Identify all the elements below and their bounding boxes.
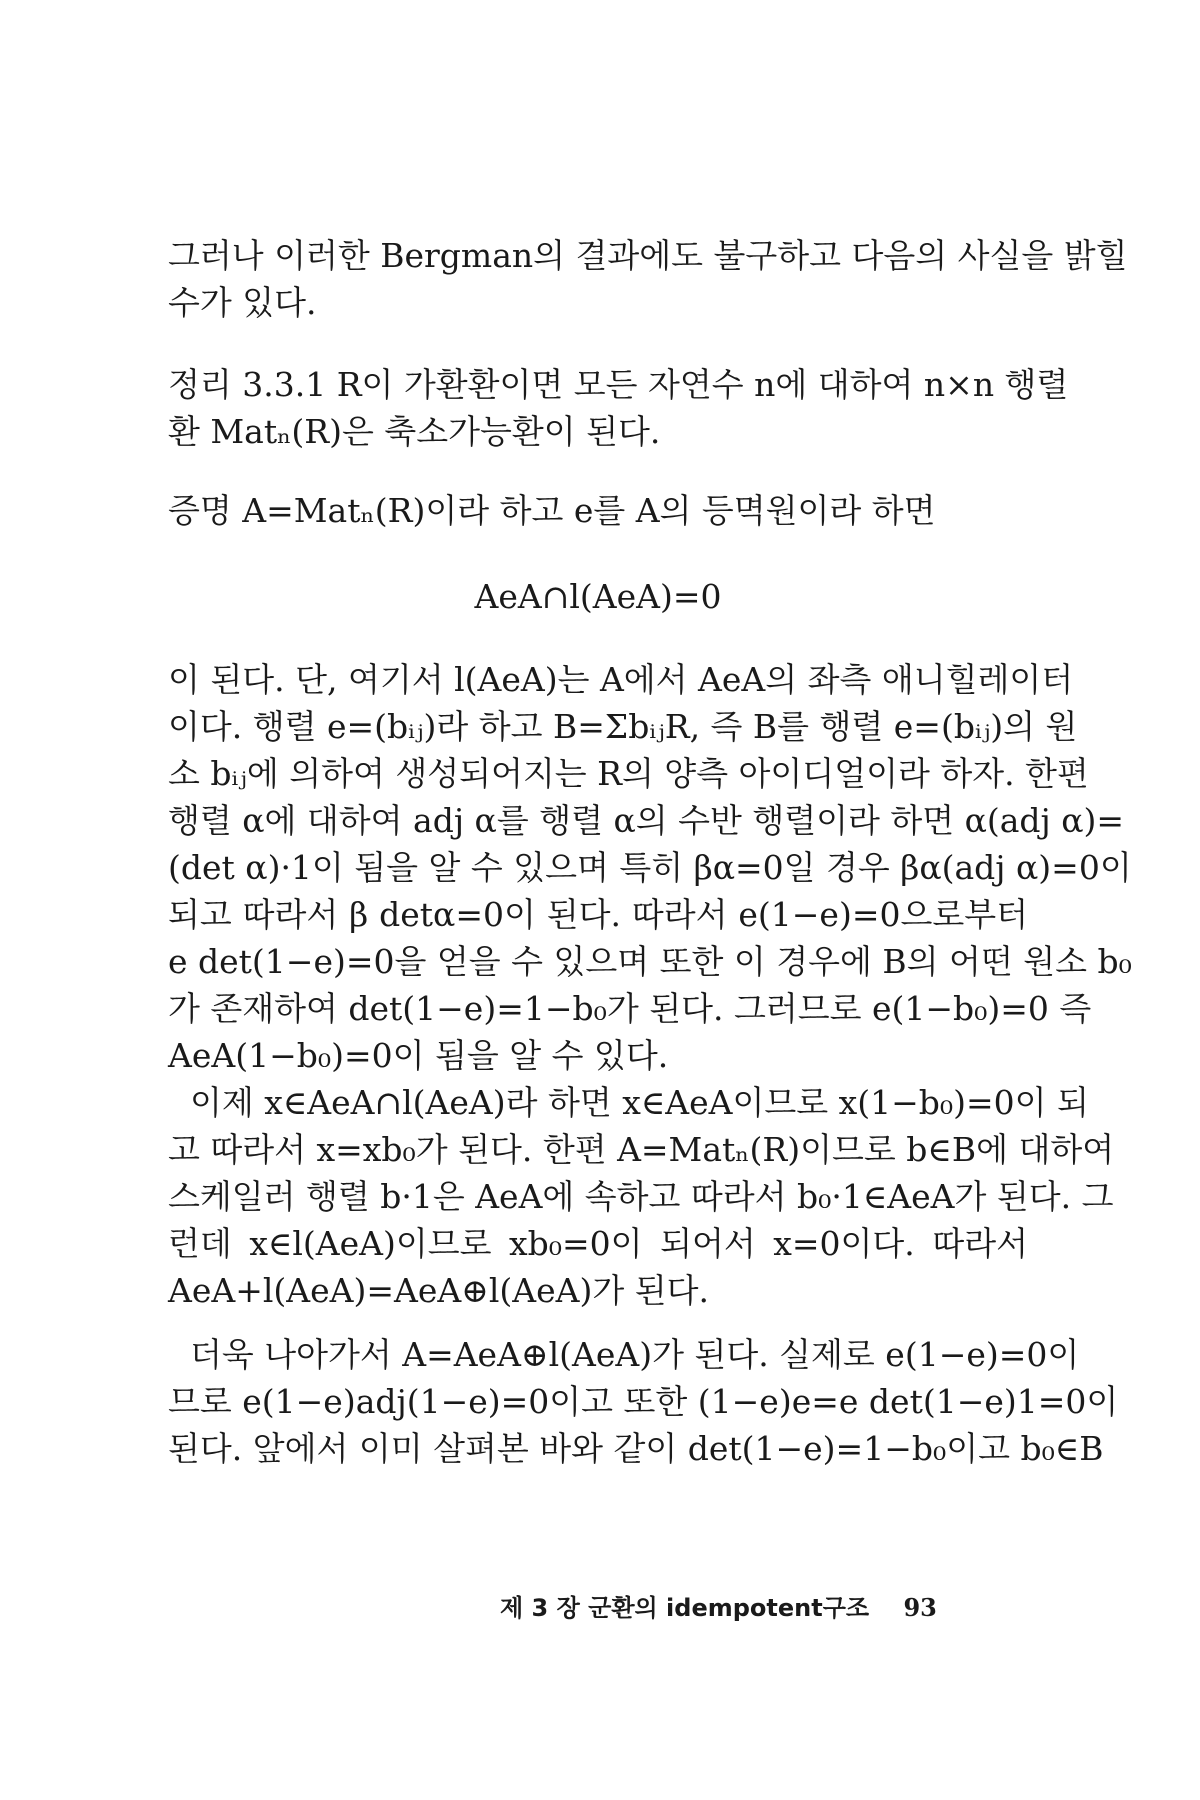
body3-line-1: 더욱 나아가서 A=AeA⊕l(AeA)가 된다. 실제로 e(1−e)=0이	[190, 1335, 1080, 1374]
intro-line-1: 그러나 이러한 Bergman의 결과에도 불구하고 다음의 사실을 밝힐	[168, 236, 1128, 275]
proof-start: 증명 A=Matₙ(R)이라 하고 e를 A의 등멱원이라 하면	[168, 491, 936, 530]
body1-line-9: AeA(1−b₀)=0이 됨을 알 수 있다.	[168, 1036, 669, 1075]
body1-line-8: 가 존재하여 det(1−e)=1−b₀가 된다. 그러므로 e(1−b₀)=0 즉	[168, 989, 1092, 1028]
running-head: 제 3 장 군환의 idempotent구조	[500, 1594, 870, 1622]
intro-line-2: 수가 있다.	[168, 283, 317, 322]
page-footer	[500, 1588, 1020, 1628]
body2-line-5: AeA+l(AeA)=AeA⊕l(AeA)가 된다.	[168, 1271, 709, 1310]
body1-line-7: e det(1−e)=0을 얻을 수 있으며 또한 이 경우에 B의 어떤 원소 b₀	[168, 942, 1132, 981]
body1-line-1: 이 된다. 단, 여기서 l(AeA)는 A에서 AeA의 좌측 애니힐레이터	[168, 660, 1074, 699]
body1-line-2: 이다. 행렬 e=(bᵢⱼ)라 하고 B=ΣbᵢⱼR, 즉 B를 행렬 e=(bᵢⱼ)의 원	[168, 707, 1078, 746]
display-equation: AeA∩l(AeA)=0	[474, 577, 722, 616]
body1-line-5: (det α)·1이 됨을 알 수 있으며 특히 βα=0일 경우 βα(adj α)=0이	[168, 848, 1132, 887]
body2-line-1: 이제 x∈AeA∩l(AeA)라 하면 x∈AeA이므로 x(1−b₀)=0이 되	[190, 1083, 1089, 1122]
theorem-line-2: 환 Matₙ(R)은 축소가능환이 된다.	[168, 412, 661, 451]
body2-line-3: 스케일러 행렬 b·1은 AeA에 속하고 따라서 b₀·1∈AeA가 된다. 그	[168, 1177, 1114, 1216]
body1-line-3: 소 bᵢⱼ에 의하여 생성되어지는 R의 양측 아이디얼이라 하자. 한편	[168, 754, 1089, 793]
body3-line-3: 된다. 앞에서 이미 살펴본 바와 같이 det(1−e)=1−b₀이고 b₀∈B	[168, 1429, 1104, 1468]
body3-line-2: 므로 e(1−e)adj(1−e)=0이고 또한 (1−e)e=e det(1−e)1=0이	[168, 1382, 1119, 1421]
page-number: 93	[903, 1593, 937, 1622]
body1-line-4: 행렬 α에 대하여 adj α를 행렬 α의 수반 행렬이라 하면 α(adj α)=	[168, 801, 1125, 840]
theorem-line-1: 정리 3.3.1 R이 가환환이면 모든 자연수 n에 대하여 n×n 행렬	[168, 365, 1069, 404]
body2-line-4: 런데 x∈l(AeA)이므로 xb₀=0이 되어서 x=0이다. 따라서	[168, 1224, 1028, 1263]
body1-line-6: 되고 따라서 β detα=0이 된다. 따라서 e(1−e)=0으로부터	[168, 895, 1028, 934]
body2-line-2: 고 따라서 x=xb₀가 된다. 한편 A=Matₙ(R)이므로 b∈B에 대하여	[168, 1130, 1115, 1169]
